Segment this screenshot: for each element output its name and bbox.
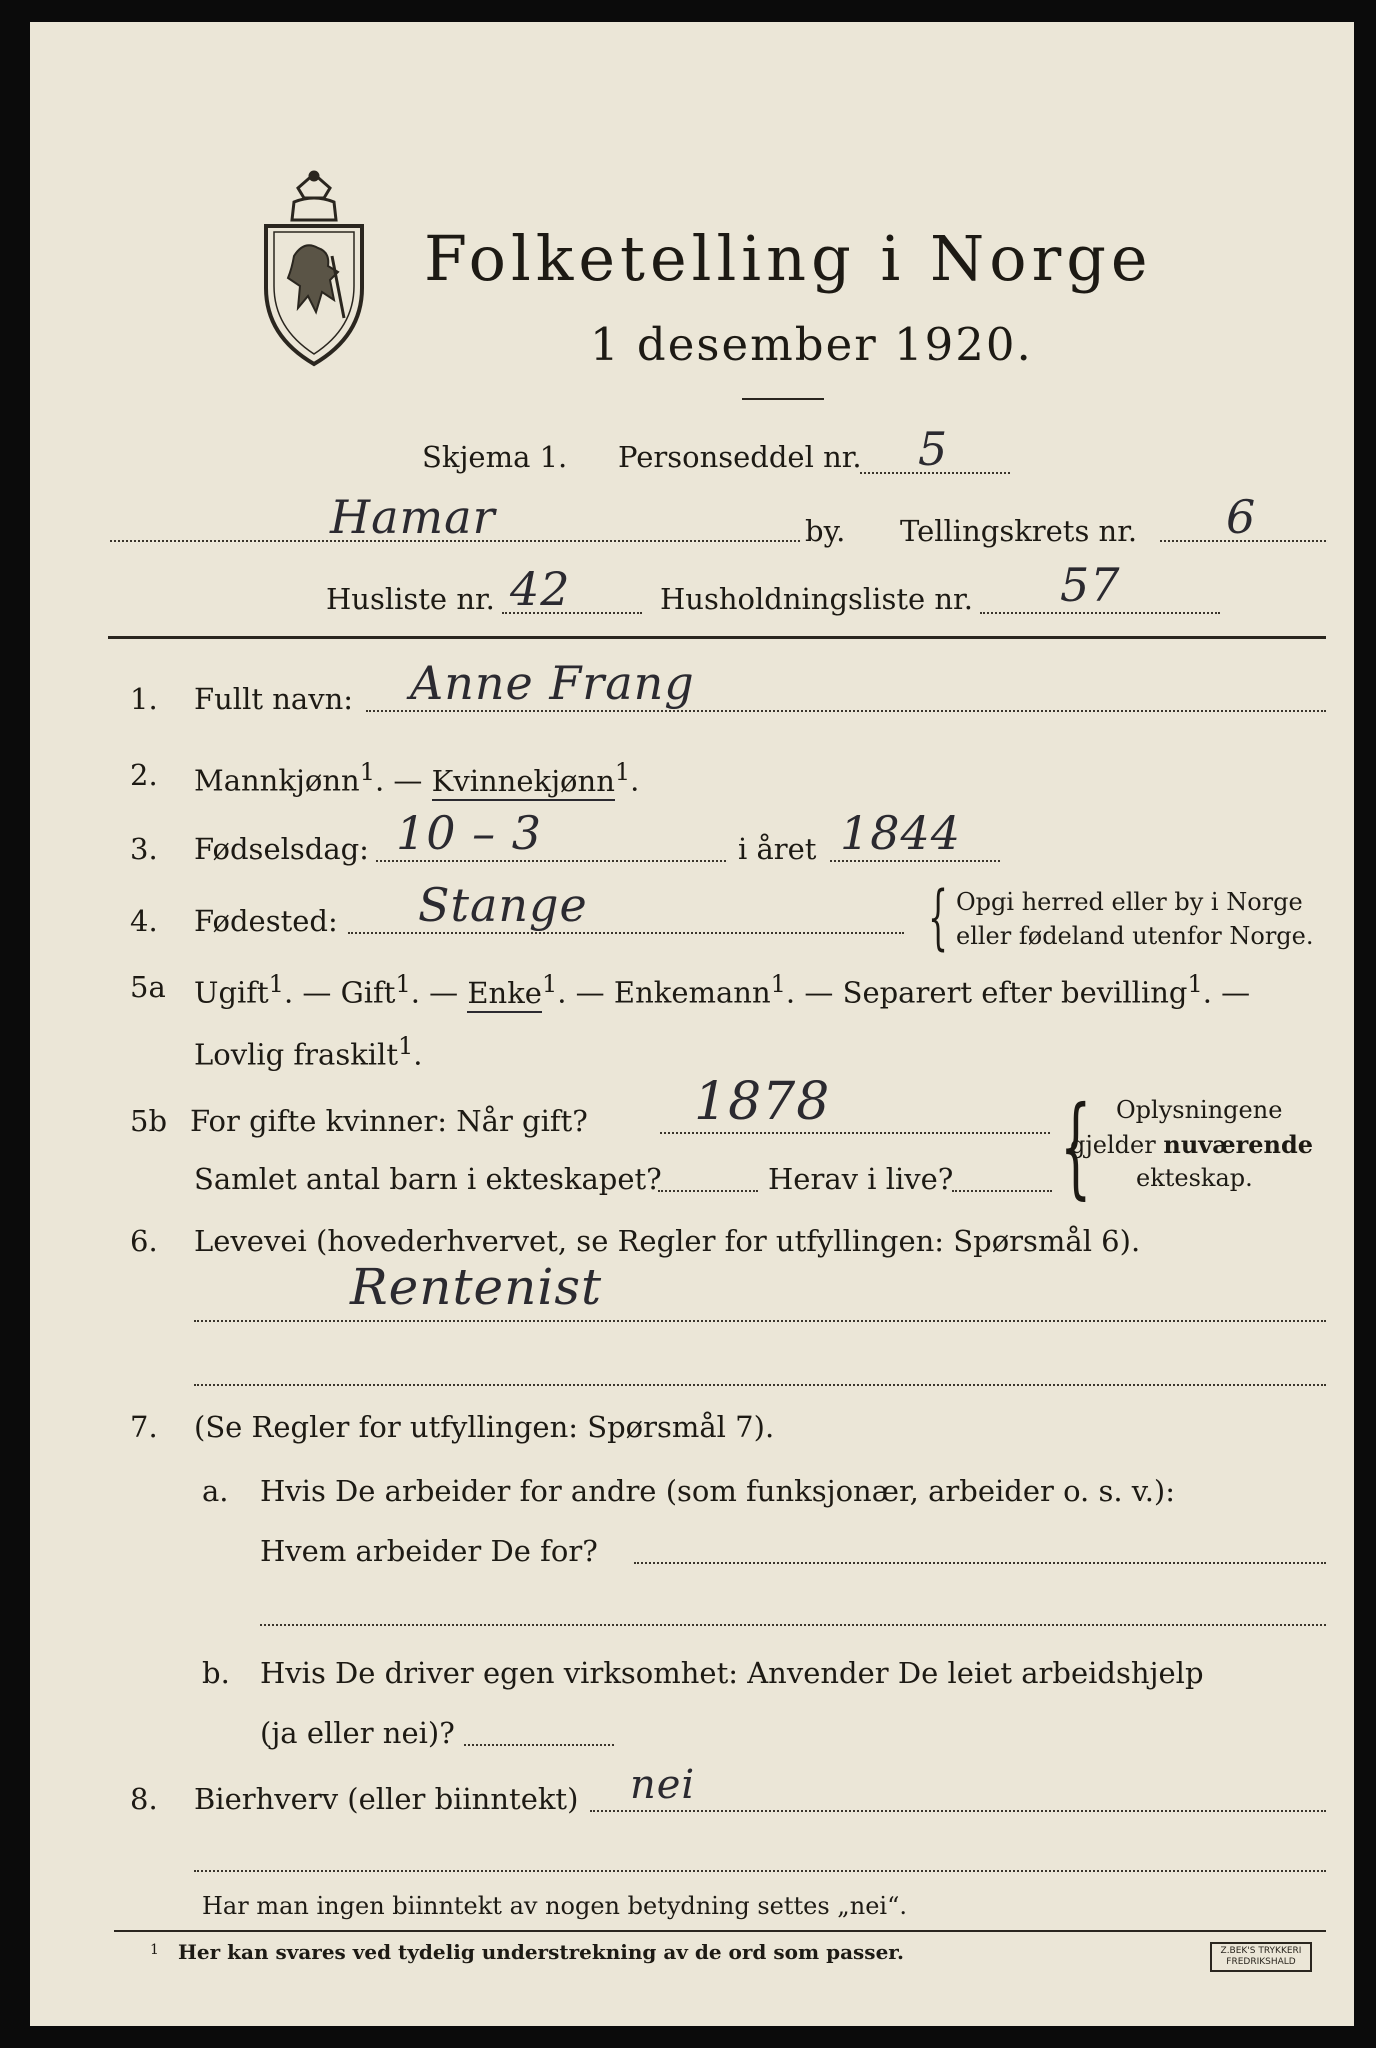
q5b-live-label: Herav i live? <box>768 1162 954 1196</box>
personseddel-value[interactable]: 5 <box>918 422 949 476</box>
q6-line1 <box>194 1320 1326 1322</box>
coat-of-arms-emblem <box>258 168 370 368</box>
q8-line2 <box>194 1870 1326 1872</box>
husholdning-line <box>980 612 1220 614</box>
q5a-fraskilt[interactable]: Lovlig fraskilt <box>194 1037 398 1072</box>
title-divider <box>742 398 824 400</box>
census-form-sheet <box>30 22 1354 2026</box>
q7a-letter: a. <box>202 1474 229 1508</box>
q7a-label: Hvis De arbeider for andre (som funksjonær, arbeider o. s. v.): <box>260 1474 1176 1508</box>
q8-line1 <box>590 1810 1326 1812</box>
q8-number: 8. <box>130 1782 158 1816</box>
q5a-options: Ugift$^1$. — Gift$^1$. — Enke$^1$. — Enkemann$^1$. — Separert efter bevilling$^1$. — <box>194 970 1250 1010</box>
q5a-number: 5a <box>130 970 166 1004</box>
q3-number: 3. <box>130 832 158 866</box>
q5b-label: For gifte kvinner: Når gift? <box>190 1104 588 1138</box>
q2-male[interactable]: Mannkjønn <box>194 763 360 798</box>
q3-line <box>376 860 726 862</box>
q5a-gift-sup: 1 <box>395 970 411 998</box>
q4-note-line1: Opgi herred eller by i Norge <box>956 888 1303 916</box>
printer-stamp-line2: FREDRIKSHALD <box>1226 1957 1296 1967</box>
q5b-note-line3: ekteskap. <box>1136 1164 1253 1192</box>
q6-number: 6. <box>130 1224 158 1258</box>
q7a-line2 <box>260 1624 1326 1626</box>
q5a-gift[interactable]: Gift <box>340 975 396 1010</box>
q1-line <box>366 710 1326 712</box>
q7b-letter: b. <box>202 1656 230 1690</box>
q8-value[interactable]: nei <box>630 1762 696 1808</box>
q1-label: Fullt navn: <box>194 682 354 716</box>
q5a-ugift[interactable]: Ugift <box>194 975 269 1010</box>
q3-label: Fødselsdag: <box>194 832 369 866</box>
q5a-fraskilt-sup: 1 <box>397 1032 414 1060</box>
q5b-barn-line <box>658 1190 758 1192</box>
q5a-enkemann-sup: 1 <box>770 970 786 998</box>
q5b-barn-label: Samlet antal barn i ekteskapet? <box>194 1162 662 1196</box>
q6-line2 <box>194 1384 1326 1386</box>
husliste-label: Husliste nr. <box>326 582 495 616</box>
q2-separator: . — <box>375 763 432 798</box>
q2-female[interactable]: Kvinnekjønn <box>432 764 615 801</box>
q5b-live-line <box>952 1190 1052 1192</box>
printer-stamp <box>1210 1942 1312 1972</box>
q2-end: . <box>630 763 640 798</box>
q5b-note-brace: { <box>1060 1082 1092 1210</box>
q3-year-value[interactable]: 1844 <box>840 806 962 860</box>
header-separator <box>108 636 1326 639</box>
schema-label: Skjema 1. <box>422 440 568 474</box>
printer-stamp-line1: Z.BEK'S TRYKKERI <box>1220 1946 1302 1956</box>
q7a-line1 <box>634 1562 1326 1564</box>
personseddel-label: Personseddel nr. <box>618 440 862 474</box>
q2-number: 2. <box>130 758 158 792</box>
q2-female-sup: 1 <box>614 758 631 786</box>
q3-year-label: i året <box>738 832 817 866</box>
q3-year-line <box>830 860 1000 862</box>
q4-number: 4. <box>130 904 158 938</box>
q5b-number: 5b <box>130 1104 168 1138</box>
q1-value[interactable]: Anne Frang <box>410 656 695 710</box>
q6-label: Levevei (hovederhvervet, se Regler for utfyllingen: Spørsmål 6). <box>194 1224 1141 1258</box>
footnote-mark: 1 <box>150 1942 159 1958</box>
q7b-line <box>464 1744 614 1746</box>
husholdning-value[interactable]: 57 <box>1060 558 1121 612</box>
q5b-note-line1: Oplysningene <box>1116 1096 1283 1124</box>
q5a-separert-sup: 1 <box>1187 970 1203 998</box>
q4-value[interactable]: Stange <box>418 878 588 932</box>
footnote-separator <box>114 1930 1326 1932</box>
q7a-sub-label: Hvem arbeider De for? <box>260 1534 598 1568</box>
q7b-label: Hvis De driver egen virksomhet: Anvender De leiet arbeidshjelp <box>260 1656 1204 1690</box>
city-value[interactable]: Hamar <box>330 490 496 544</box>
q5b-note-gjelder: gjelder <box>1070 1131 1156 1159</box>
q7-number: 7. <box>130 1410 158 1444</box>
q4-label: Fødested: <box>194 904 338 938</box>
q7-label: (Se Regler for utfyllingen: Spørsmål 7). <box>194 1410 775 1444</box>
q5a-enke[interactable]: Enke <box>467 976 542 1013</box>
q5a-ugift-sup: 1 <box>268 970 284 998</box>
form-date: 1 desember 1920. <box>590 318 1033 371</box>
q5b-line <box>660 1132 1050 1134</box>
q4-note-line2: eller fødeland utenfor Norge. <box>956 922 1314 950</box>
q5a-enkemann[interactable]: Enkemann <box>613 975 771 1010</box>
husholdning-label: Husholdningsliste nr. <box>660 582 973 616</box>
tellingskrets-label: Tellingskrets nr. <box>900 514 1138 548</box>
q6-value[interactable]: Rentenist <box>350 1258 603 1316</box>
q3-value[interactable]: 10 – 3 <box>396 806 543 860</box>
by-label: by. <box>805 514 846 548</box>
q5a-options-line2: Lovlig fraskilt$^1$. <box>194 1032 423 1072</box>
q4-line <box>348 932 904 934</box>
q5b-note-line2 <box>1070 1130 1313 1159</box>
q5a-separert[interactable]: Separert efter bevilling <box>842 975 1188 1010</box>
q5a-enke-sup: 1 <box>541 970 558 998</box>
footnote-text: Her kan svares ved tydelig understrekning av de ord som passer. <box>178 1940 904 1964</box>
q4-note-brace: { <box>928 876 949 958</box>
husliste-value[interactable]: 42 <box>510 562 571 616</box>
q5b-note-nuvaerende: nuværende <box>1163 1130 1314 1159</box>
tellingskrets-value[interactable]: 6 <box>1226 490 1257 544</box>
form-title: Folketelling i Norge <box>424 222 1153 295</box>
q7b-sub-label: (ja eller nei)? <box>260 1716 455 1750</box>
q2-options <box>194 758 639 798</box>
biinntekt-note: Har man ingen biinntekt av nogen betydning settes „nei“. <box>202 1892 907 1920</box>
q2-male-sup: 1 <box>359 758 375 786</box>
q1-number: 1. <box>130 682 158 716</box>
q5b-value[interactable]: 1878 <box>694 1072 831 1132</box>
q8-label: Bierhverv (eller biinntekt) <box>194 1782 579 1816</box>
